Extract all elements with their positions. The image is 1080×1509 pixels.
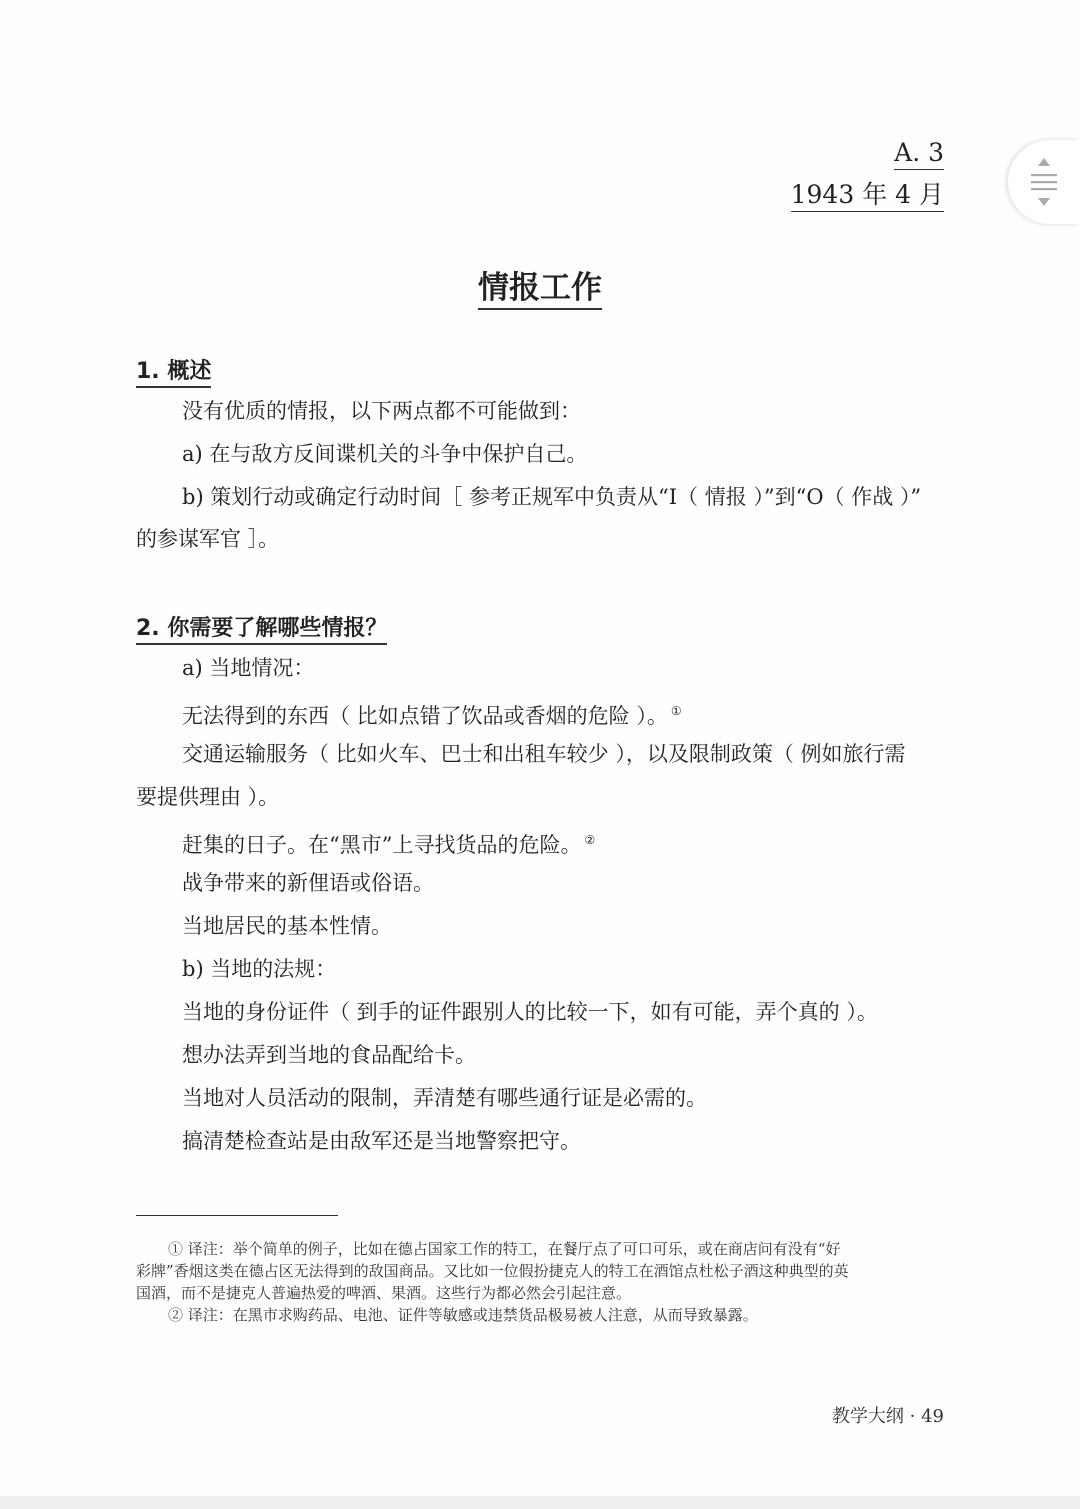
section-1-line: a) 在与敌方反间谍机关的斗争中保护自己。 <box>182 442 588 466</box>
section-1-heading: 1. 概述 <box>136 354 211 388</box>
reference-code: A. 3 <box>894 138 944 170</box>
footnote-line: 彩牌”香烟这类在德占区无法得到的敌国商品。又比如一位假扮捷克人的特工在酒馆点杜松子酒这种典型的英 <box>136 1262 849 1280</box>
section-2-line: 当地居民的基本性情。 <box>182 914 392 938</box>
section-2-line: 当地对人员活动的限制，弄清楚有哪些通行证是必需的。 <box>182 1086 707 1110</box>
section-2-line: 赶集的日子。在“黑市”上寻找货品的危险。 ② <box>182 833 596 857</box>
scroll-arrows-icon <box>1026 156 1062 208</box>
section-2-line: 要提供理由 ）。 <box>136 785 280 809</box>
section-2-line: 搞清楚检查站是由敌军还是当地警察把守。 <box>182 1129 581 1153</box>
section-2-line: 无法得到的东西（ 比如点错了饮品或香烟的危险 ）。 ① <box>182 704 682 728</box>
section-2-heading: 2. 你需要了解哪些情报？ <box>136 611 387 645</box>
section-1-line: b) 策划行动或确定行动时间［ 参考正规军中负责从“I（ 情报 ）”到“O（ 作战 ）” <box>182 485 922 509</box>
page-title-wrap <box>0 262 1080 307</box>
section-2-line: b) 当地的法规： <box>182 957 337 981</box>
reference-date: 1943 年 4 月 <box>791 180 944 212</box>
section-2-line: a) 当地情况： <box>182 656 315 680</box>
bottom-bar <box>0 1496 1080 1509</box>
document-reference <box>791 138 944 222</box>
section-2-line: 当地的身份证件（ 到手的证件跟别人的比较一下，如有可能，弄个真的 ）。 <box>182 1000 878 1024</box>
footnote-divider <box>136 1215 338 1216</box>
footnote-mark-1: ① <box>670 704 682 718</box>
section-1-line: 的参谋军官 ］。 <box>136 527 280 551</box>
page-title: 情报工作 <box>478 270 602 310</box>
footnote-line: ① 译注：举个简单的例子，比如在德占国家工作的特工，在餐厅点了可口可乐，或在商店问有没有“好 <box>168 1240 841 1258</box>
footnote-line: 国酒，而不是捷克人普遍热爱的啤酒、果酒。这些行为都必然会引起注意。 <box>136 1284 632 1302</box>
section-2-line: 想办法弄到当地的食品配给卡。 <box>182 1043 476 1067</box>
section-2-line: 交通运输服务（ 比如火车、巴士和出租车较少 ），以及限制政策（ 例如旅行需 <box>182 742 906 766</box>
section-1-line: 没有优质的情报，以下两点都不可能做到： <box>182 399 581 423</box>
section-2-line: 战争带来的新俚语或俗语。 <box>182 871 434 895</box>
page-folio: 教学大纲 · 49 <box>831 1406 944 1427</box>
footnote-mark-2: ② <box>584 833 596 847</box>
footnote-line: ② 译注：在黑市求购药品、电池、证件等敏感或违禁货品极易被人注意，从而导致暴露。 <box>168 1306 758 1324</box>
